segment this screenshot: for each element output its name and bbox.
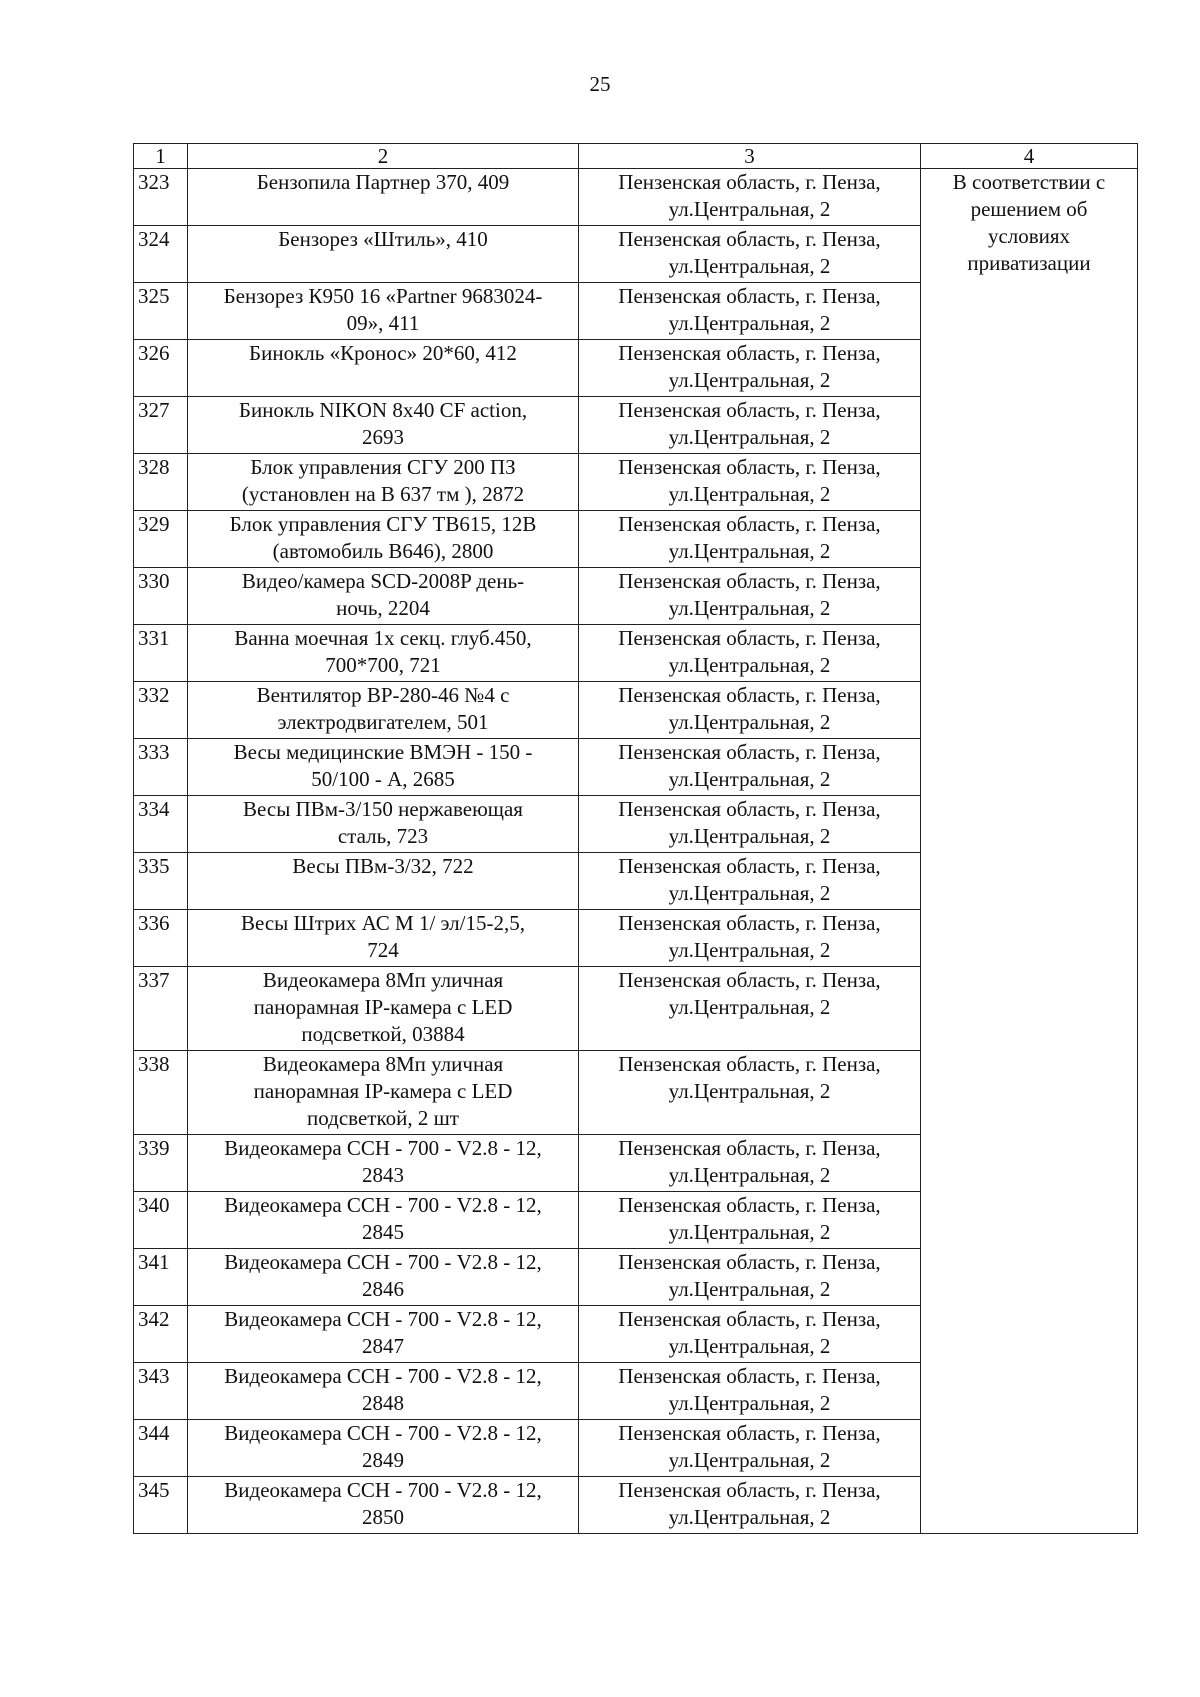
item-address-line: Пензенская область, г. Пенза, bbox=[618, 1193, 881, 1217]
item-address-line: Пензенская область, г. Пенза, bbox=[618, 626, 881, 650]
row-number: 329 bbox=[134, 511, 188, 568]
privatization-note-line: В соответствии с bbox=[952, 170, 1106, 194]
item-name-line: Бинокль «Кронос» 20*60, 412 bbox=[249, 341, 517, 365]
item-name-line: 700*700, 721 bbox=[325, 653, 441, 677]
item-address bbox=[579, 739, 921, 796]
item-name bbox=[188, 169, 579, 226]
item-name bbox=[188, 1363, 579, 1420]
item-address-line: ул.Центральная, 2 bbox=[668, 1163, 831, 1187]
item-address-line: ул.Центральная, 2 bbox=[668, 1079, 831, 1103]
row-number: 340 bbox=[134, 1192, 188, 1249]
header-col-2: 2 bbox=[188, 144, 579, 169]
item-name-line: Видеокамера ССН - 700 - V2.8 - 12, bbox=[224, 1193, 542, 1217]
item-name-line: Видеокамера ССН - 700 - V2.8 - 12, bbox=[224, 1250, 542, 1274]
item-name-line: Бензорез К950 16 «Partner 9683024- bbox=[223, 284, 543, 308]
item-name-line: подсветкой, 03884 bbox=[301, 1022, 465, 1046]
item-name-line: 2693 bbox=[362, 425, 404, 449]
item-name bbox=[188, 283, 579, 340]
item-address-line: Пензенская область, г. Пенза, bbox=[618, 968, 881, 992]
item-name-line: Видеокамера 8Мп уличная bbox=[262, 968, 504, 992]
item-address bbox=[579, 568, 921, 625]
row-number: 331 bbox=[134, 625, 188, 682]
item-name-line: Весы ПВм-3/32, 722 bbox=[292, 854, 474, 878]
item-address-line: ул.Центральная, 2 bbox=[668, 1448, 831, 1472]
item-name bbox=[188, 853, 579, 910]
item-name bbox=[188, 1135, 579, 1192]
page-number: 25 bbox=[589, 72, 611, 96]
item-name-line: 2845 bbox=[362, 1220, 404, 1244]
item-name bbox=[188, 1249, 579, 1306]
item-address-line: ул.Центральная, 2 bbox=[668, 482, 831, 506]
item-name bbox=[188, 739, 579, 796]
item-address-line: ул.Центральная, 2 bbox=[668, 767, 831, 791]
item-name bbox=[188, 625, 579, 682]
table-header-row bbox=[134, 144, 1138, 169]
item-name bbox=[188, 1420, 579, 1477]
header-col-4: 4 bbox=[921, 144, 1138, 169]
item-name-line: 2843 bbox=[362, 1163, 404, 1187]
item-address-line: ул.Центральная, 2 bbox=[668, 197, 831, 221]
item-address-line: Пензенская область, г. Пенза, bbox=[618, 911, 881, 935]
item-address-line: ул.Центральная, 2 bbox=[668, 311, 831, 335]
privatization-note bbox=[921, 169, 1138, 1534]
privatization-note-line: решением об bbox=[970, 197, 1088, 221]
item-address-line: Пензенская область, г. Пенза, bbox=[618, 1136, 881, 1160]
item-address-line: ул.Центральная, 2 bbox=[668, 881, 831, 905]
privatization-note-line: условиях bbox=[987, 224, 1071, 248]
item-name bbox=[188, 1192, 579, 1249]
item-name-line: 724 bbox=[367, 938, 399, 962]
item-name-line: 2849 bbox=[362, 1448, 404, 1472]
header-col-1: 1 bbox=[134, 144, 188, 169]
table-row bbox=[134, 169, 1138, 226]
item-address-line: ул.Центральная, 2 bbox=[668, 1505, 831, 1529]
item-address-line: ул.Центральная, 2 bbox=[668, 995, 831, 1019]
item-address-line: ул.Центральная, 2 bbox=[668, 539, 831, 563]
item-name-line: Видеокамера ССН - 700 - V2.8 - 12, bbox=[224, 1421, 542, 1445]
item-address-line: Пензенская область, г. Пенза, bbox=[618, 683, 881, 707]
item-address-line: Пензенская область, г. Пенза, bbox=[618, 1052, 881, 1076]
item-address-line: Пензенская область, г. Пенза, bbox=[618, 1307, 881, 1331]
item-address bbox=[579, 397, 921, 454]
item-address-line: ул.Центральная, 2 bbox=[668, 824, 831, 848]
item-address-line: ул.Центральная, 2 bbox=[668, 1334, 831, 1358]
item-address-line: ул.Центральная, 2 bbox=[668, 254, 831, 278]
item-name-line: 2848 bbox=[362, 1391, 404, 1415]
row-number: 324 bbox=[134, 226, 188, 283]
row-number: 336 bbox=[134, 910, 188, 967]
item-name-line: Ванна моечная 1х секц. глуб.450, bbox=[234, 626, 532, 650]
item-address-line: Пензенская область, г. Пенза, bbox=[618, 512, 881, 536]
item-name bbox=[188, 340, 579, 397]
item-name-line: Весы медицинские ВМЭН - 150 - bbox=[233, 740, 533, 764]
item-name bbox=[188, 1477, 579, 1534]
row-number: 328 bbox=[134, 454, 188, 511]
item-address bbox=[579, 1420, 921, 1477]
item-name-line: (автомобиль В646), 2800 bbox=[272, 539, 494, 563]
item-address bbox=[579, 796, 921, 853]
item-name-line: Бензопила Партнер 370, 409 bbox=[256, 170, 510, 194]
row-number: 343 bbox=[134, 1363, 188, 1420]
item-address-line: ул.Центральная, 2 bbox=[668, 596, 831, 620]
property-table bbox=[133, 143, 1138, 1534]
item-address-line: ул.Центральная, 2 bbox=[668, 1391, 831, 1415]
item-name-line: 2850 bbox=[362, 1505, 404, 1529]
item-address bbox=[579, 454, 921, 511]
item-address-line: Пензенская область, г. Пенза, bbox=[618, 398, 881, 422]
item-name-line: Видеокамера ССН - 700 - V2.8 - 12, bbox=[224, 1307, 542, 1331]
item-name-line: Видеокамера ССН - 700 - V2.8 - 12, bbox=[224, 1364, 542, 1388]
item-address bbox=[579, 511, 921, 568]
item-name-line: Бинокль NIKON 8x40 CF action, bbox=[238, 398, 528, 422]
item-address bbox=[579, 169, 921, 226]
item-address bbox=[579, 910, 921, 967]
item-address-line: ул.Центральная, 2 bbox=[668, 710, 831, 734]
item-address bbox=[579, 340, 921, 397]
item-name-line: электродвигателем, 501 bbox=[277, 710, 489, 734]
item-name bbox=[188, 1306, 579, 1363]
item-address bbox=[579, 1249, 921, 1306]
item-name-line: 50/100 - А, 2685 bbox=[311, 767, 455, 791]
row-number: 337 bbox=[134, 967, 188, 1051]
item-name-line: сталь, 723 bbox=[337, 824, 429, 848]
row-number: 333 bbox=[134, 739, 188, 796]
item-address-line: Пензенская область, г. Пенза, bbox=[618, 1250, 881, 1274]
item-name-line: панорамная IP-камера с LED bbox=[253, 995, 513, 1019]
item-name-line: Видеокамера 8Мп уличная bbox=[262, 1052, 504, 1076]
item-address-line: ул.Центральная, 2 bbox=[668, 938, 831, 962]
row-number: 334 bbox=[134, 796, 188, 853]
item-name bbox=[188, 682, 579, 739]
row-number: 341 bbox=[134, 1249, 188, 1306]
row-number: 326 bbox=[134, 340, 188, 397]
item-address bbox=[579, 1192, 921, 1249]
item-name bbox=[188, 967, 579, 1051]
item-address bbox=[579, 1363, 921, 1420]
row-number: 330 bbox=[134, 568, 188, 625]
item-address bbox=[579, 283, 921, 340]
item-address bbox=[579, 625, 921, 682]
item-address-line: ул.Центральная, 2 bbox=[668, 653, 831, 677]
item-address-line: Пензенская область, г. Пенза, bbox=[618, 170, 881, 194]
row-number: 335 bbox=[134, 853, 188, 910]
item-name-line: Видео/камера SCD-2008P день- bbox=[241, 569, 525, 593]
item-address-line: Пензенская область, г. Пенза, bbox=[618, 1478, 881, 1502]
item-address-line: ул.Центральная, 2 bbox=[668, 1277, 831, 1301]
row-number: 342 bbox=[134, 1306, 188, 1363]
item-address-line: Пензенская область, г. Пенза, bbox=[618, 455, 881, 479]
item-name-line: 2846 bbox=[362, 1277, 404, 1301]
item-name bbox=[188, 397, 579, 454]
item-name-line: ночь, 2204 bbox=[336, 596, 430, 620]
row-number: 345 bbox=[134, 1477, 188, 1534]
item-address-line: Пензенская область, г. Пенза, bbox=[618, 227, 881, 251]
privatization-note-line: приватизации bbox=[967, 251, 1091, 275]
item-address bbox=[579, 682, 921, 739]
item-name-line: Видеокамера ССН - 700 - V2.8 - 12, bbox=[224, 1136, 542, 1160]
item-address-line: ул.Центральная, 2 bbox=[668, 368, 831, 392]
item-name bbox=[188, 454, 579, 511]
item-address bbox=[579, 853, 921, 910]
row-number: 323 bbox=[134, 169, 188, 226]
item-name bbox=[188, 796, 579, 853]
item-name bbox=[188, 910, 579, 967]
item-name bbox=[188, 511, 579, 568]
item-address-line: Пензенская область, г. Пенза, bbox=[618, 1421, 881, 1445]
row-number: 338 bbox=[134, 1051, 188, 1135]
item-address-line: Пензенская область, г. Пенза, bbox=[618, 341, 881, 365]
item-address bbox=[579, 226, 921, 283]
item-address bbox=[579, 967, 921, 1051]
item-address-line: Пензенская область, г. Пенза, bbox=[618, 1364, 881, 1388]
item-name-line: подсветкой, 2 шт bbox=[307, 1106, 459, 1130]
item-address-line: Пензенская область, г. Пенза, bbox=[618, 854, 881, 878]
item-name-line: Блок управления СГУ 200 ПЗ bbox=[250, 455, 516, 479]
item-address-line: Пензенская область, г. Пенза, bbox=[618, 284, 881, 308]
item-address-line: Пензенская область, г. Пенза, bbox=[618, 740, 881, 764]
row-number: 339 bbox=[134, 1135, 188, 1192]
item-address bbox=[579, 1135, 921, 1192]
item-name-line: Весы Штрих АС М 1/ эл/15-2,5, bbox=[241, 911, 525, 935]
item-address-line: ул.Центральная, 2 bbox=[668, 1220, 831, 1244]
item-name-line: Вентилятор ВР-280-46 №4 с bbox=[256, 683, 510, 707]
item-name bbox=[188, 226, 579, 283]
item-address bbox=[579, 1306, 921, 1363]
item-name bbox=[188, 568, 579, 625]
item-name-line: 09», 411 bbox=[346, 311, 420, 335]
item-name-line: (установлен на В 637 тм ), 2872 bbox=[241, 482, 525, 506]
item-name-line: 2847 bbox=[362, 1334, 404, 1358]
item-address-line: Пензенская область, г. Пенза, bbox=[618, 797, 881, 821]
header-col-3: 3 bbox=[579, 144, 921, 169]
item-name-line: панорамная IP-камера с LED bbox=[253, 1079, 513, 1103]
item-address bbox=[579, 1051, 921, 1135]
item-address-line: Пензенская область, г. Пенза, bbox=[618, 569, 881, 593]
row-number: 325 bbox=[134, 283, 188, 340]
item-name-line: Видеокамера ССН - 700 - V2.8 - 12, bbox=[224, 1478, 542, 1502]
row-number: 344 bbox=[134, 1420, 188, 1477]
item-name-line: Весы ПВм-3/150 нержавеющая bbox=[243, 797, 523, 821]
item-address bbox=[579, 1477, 921, 1534]
item-name-line: Блок управления СГУ ТВ615, 12В bbox=[229, 512, 537, 536]
row-number: 327 bbox=[134, 397, 188, 454]
row-number: 332 bbox=[134, 682, 188, 739]
item-name bbox=[188, 1051, 579, 1135]
item-name-line: Бензорез «Штиль», 410 bbox=[278, 227, 488, 251]
item-address-line: ул.Центральная, 2 bbox=[668, 425, 831, 449]
